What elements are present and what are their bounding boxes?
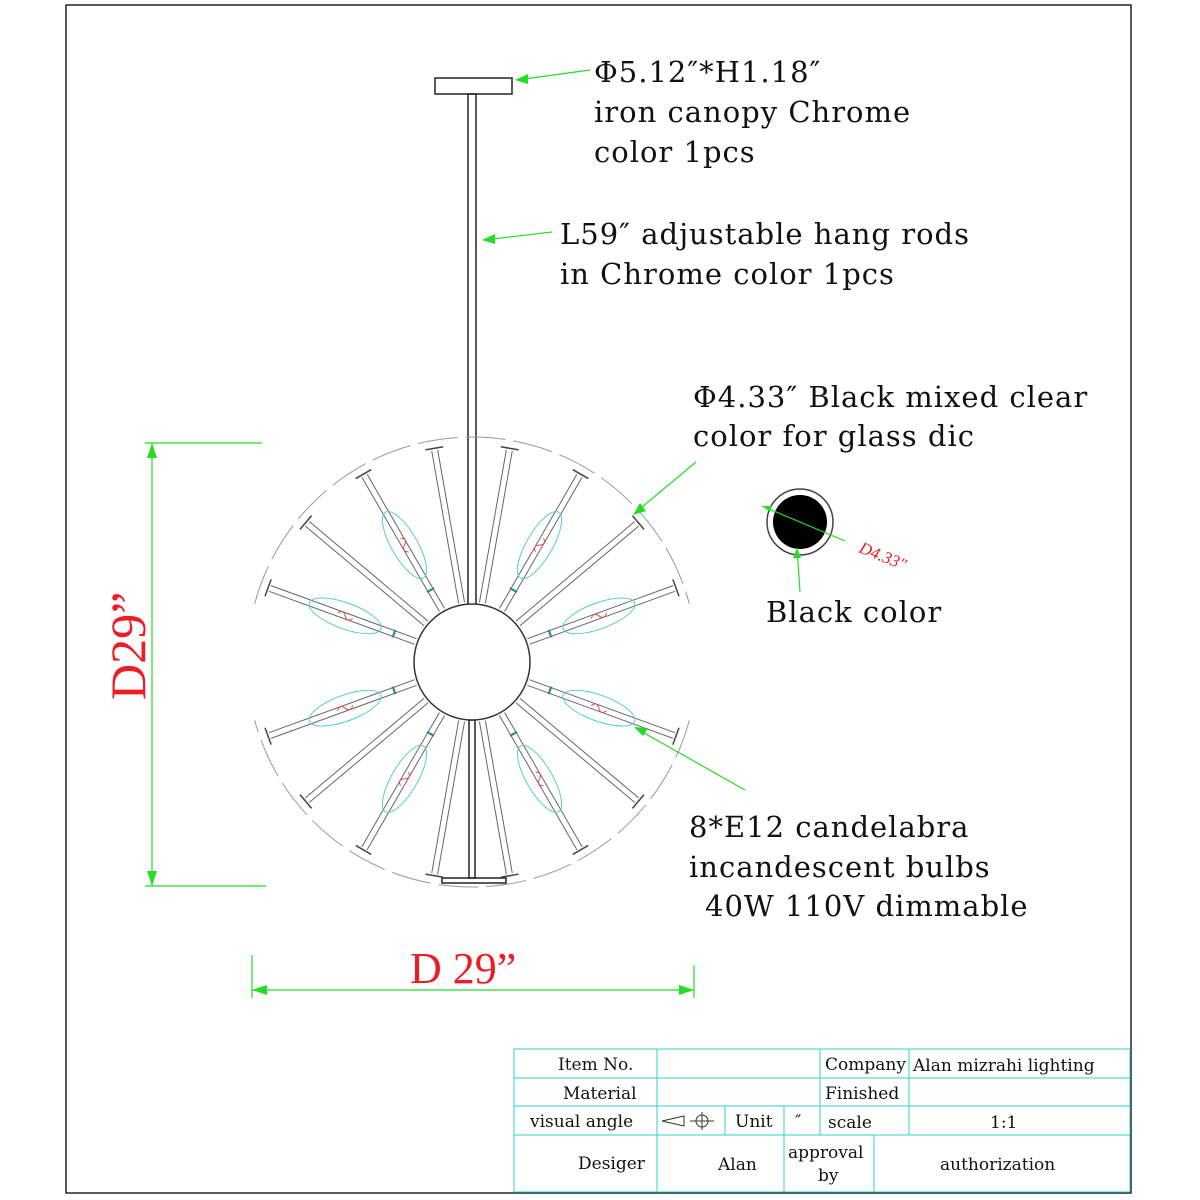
bulb xyxy=(546,591,639,646)
width-arrow-right xyxy=(679,985,694,995)
drawing-frame xyxy=(66,5,1131,1193)
bulb-socket xyxy=(549,687,552,695)
scale-value: 1:1 xyxy=(990,1113,1018,1133)
spoke-edge xyxy=(432,721,459,874)
bulb-socket xyxy=(427,588,434,592)
canopy xyxy=(435,78,512,94)
rim-arc xyxy=(255,437,690,604)
bulb-filament xyxy=(398,537,411,554)
bulb-note-line-1: 8*E12 candelabra xyxy=(689,810,970,844)
bulb xyxy=(305,678,398,733)
material-label: Material xyxy=(563,1084,637,1104)
height-arrow-bottom xyxy=(147,871,157,886)
finished-label: Finished xyxy=(825,1084,900,1104)
disc-note-line-1: Φ4.33″ Black mixed clear xyxy=(693,380,1089,414)
rim-arc xyxy=(255,720,690,887)
bulb xyxy=(374,727,442,818)
lower-rod xyxy=(469,720,475,878)
width-dimension-label: D 29” xyxy=(410,944,517,993)
designer-value: Alan xyxy=(718,1155,757,1175)
spoke-edge xyxy=(485,451,512,604)
bulb xyxy=(502,727,570,818)
disc-dimension-label: D4.33″ xyxy=(856,538,910,575)
bulb-filament xyxy=(590,610,607,621)
bulb-socket xyxy=(510,732,517,736)
spoke-tip xyxy=(425,447,443,450)
canopy-note-line-3: color 1pcs xyxy=(594,135,756,169)
company-value: Alan mizrahi lighting xyxy=(913,1056,1095,1076)
projection-cone-icon xyxy=(662,1116,684,1126)
disc-color-label: Black color xyxy=(766,595,943,629)
bulb-filament xyxy=(337,703,354,714)
spoke-tip xyxy=(265,579,271,596)
bulb-note-line-2: incandescent bulbs xyxy=(689,850,991,884)
approval-label-line-2: by xyxy=(818,1166,839,1186)
scale-label: scale xyxy=(828,1113,872,1133)
height-arrow-top xyxy=(147,443,157,458)
spoke-edge xyxy=(432,451,459,604)
bulb-socket xyxy=(393,687,396,695)
rod-note-line-2: in Chrome color 1pcs xyxy=(560,257,895,291)
visual-angle-label: visual angle xyxy=(530,1112,634,1132)
bulb-note-line-3: 40W 110V dimmable xyxy=(705,889,1029,923)
bulb-socket xyxy=(427,732,434,736)
spoke-tip xyxy=(265,728,271,745)
spoke-tip xyxy=(501,447,519,450)
spoke-edge xyxy=(438,722,465,875)
spoke-tip xyxy=(673,728,679,745)
center-sphere xyxy=(414,604,530,720)
spoke-tip xyxy=(673,579,679,596)
disc-note-line-2: color for glass dic xyxy=(693,419,975,453)
height-dimension-label: D29” xyxy=(100,591,156,700)
bulb xyxy=(502,506,570,597)
rod-arrow xyxy=(482,234,495,244)
company-label: Company xyxy=(825,1055,906,1075)
spoke-tip xyxy=(501,874,519,877)
canopy-note-line-1: Φ5.12″*H1.18″ xyxy=(594,55,822,89)
spoke-edge xyxy=(485,721,512,874)
canopy-arrow xyxy=(515,74,528,84)
bulb-filament xyxy=(533,770,546,787)
bulb xyxy=(305,591,398,646)
bulb-socket xyxy=(393,630,396,638)
authorization-label: authorization xyxy=(940,1155,1056,1175)
unit-label: Unit xyxy=(735,1112,773,1132)
bulb xyxy=(546,678,639,733)
rod-note-line-1: L59″ adjustable hang rods xyxy=(560,217,970,251)
designer-label: Desiger xyxy=(578,1154,645,1174)
hang-rod xyxy=(468,94,476,606)
disc-leader xyxy=(636,462,696,512)
spoke-edge xyxy=(479,450,506,603)
bulb-socket xyxy=(549,630,552,638)
spoke-edge xyxy=(479,722,506,875)
bulb-filament xyxy=(590,703,607,714)
width-arrow-left xyxy=(252,985,267,995)
item-no-label: Item No. xyxy=(558,1055,634,1075)
approval-label-line-1: approval xyxy=(788,1143,864,1163)
bulb xyxy=(374,506,442,597)
canopy-note-line-2: iron canopy Chrome xyxy=(594,95,912,129)
spoke-tip xyxy=(425,874,443,877)
bulb-socket xyxy=(510,588,517,592)
bulb-filament xyxy=(337,610,354,621)
spoke-edge xyxy=(438,450,465,603)
bulb-leader xyxy=(637,729,745,790)
unit-value: ″ xyxy=(795,1112,802,1132)
bottom-finial xyxy=(442,878,506,883)
